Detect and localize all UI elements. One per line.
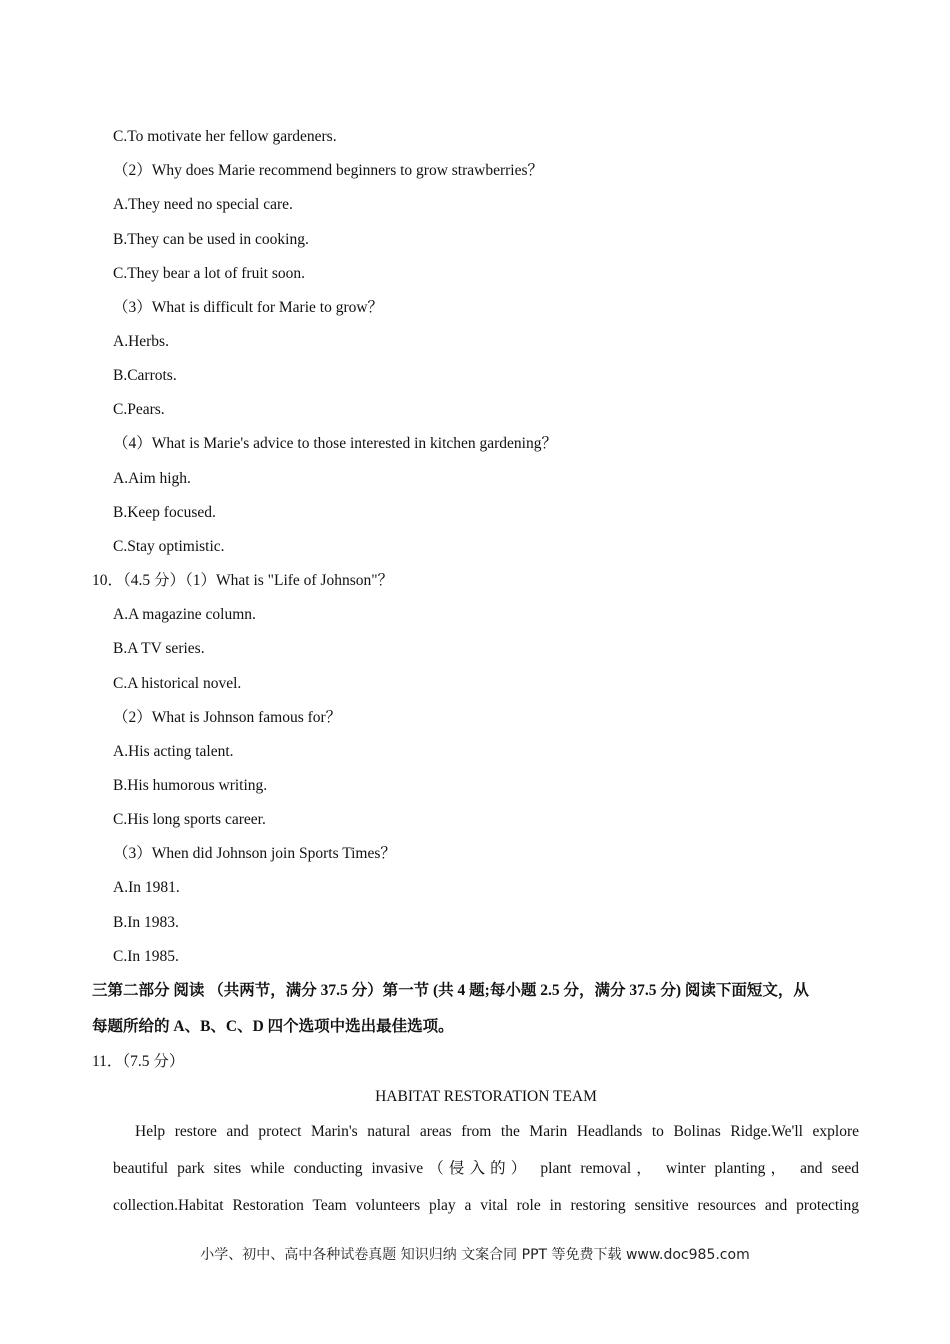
option-b: B.A TV series. xyxy=(113,640,205,657)
option-a: A.They need no special care. xyxy=(113,196,293,213)
passage-title: HABITAT RESTORATION TEAM xyxy=(375,1088,597,1105)
sub-question: （4）What is Marie's advice to those interested in kitchen gardening？ xyxy=(113,435,557,452)
option-c: C.In 1985. xyxy=(113,948,179,965)
option-b: B.They can be used in cooking. xyxy=(113,231,309,248)
option-b: B.His humorous writing. xyxy=(113,777,268,794)
section-heading: 三第二部分 阅读 （共两节，满分 37.5 分）第一节 (共 4 题;每小题 2.5 分，满分 37.5 分) 阅读下面短文，从 xyxy=(92,982,809,999)
option-a: A.Herbs. xyxy=(113,333,169,350)
question-header: 10．（4.5 分）（1）What is "Life of Johnson"？ xyxy=(92,572,394,589)
option-b: B.Keep focused. xyxy=(113,504,216,521)
option-c: C.They bear a lot of fruit soon. xyxy=(113,265,305,282)
passage-line: beautiful park sites while conducting invasive（侵入的） plant removal， winter planting， and seed xyxy=(113,1160,859,1177)
question-header: 11．（7.5 分） xyxy=(92,1053,185,1070)
sub-question: （3）When did Johnson join Sports Times？ xyxy=(113,845,396,862)
section-heading-cont: 每题所给的 A、B、C、D 四个选项中选出最佳选项。 xyxy=(92,1018,454,1035)
sub-question: （3）What is difficult for Marie to grow？ xyxy=(113,299,384,316)
option-c: C.Pears. xyxy=(113,401,165,418)
option-b: B.Carrots. xyxy=(113,367,177,384)
option-b: B.In 1983. xyxy=(113,914,179,931)
sub-question: （2）Why does Marie recommend beginners to grow strawberries？ xyxy=(113,162,544,179)
passage-line: Help restore and protect Marin's natural areas from the Marin Headlands to Bolinas Ridge.We'll explore xyxy=(135,1123,859,1140)
option-a: A.In 1981. xyxy=(113,879,180,896)
option-a: A.A magazine column. xyxy=(113,606,256,623)
sub-question: （2）What is Johnson famous for？ xyxy=(113,709,342,726)
option-c: C.Stay optimistic. xyxy=(113,538,225,555)
option-c: C.His long sports career. xyxy=(113,811,266,828)
passage-line: collection.Habitat Restoration Team volunteers play a vital role in restoring sensitive resources and protecting xyxy=(113,1197,859,1214)
option-c: C.To motivate her fellow gardeners. xyxy=(113,128,337,145)
option-c: C.A historical novel. xyxy=(113,675,242,692)
page-footer: 小学、初中、高中各种试卷真题 知识归纳 文案合同 PPT 等免费下载 www.doc985.com xyxy=(200,1247,750,1263)
option-a: A.Aim high. xyxy=(113,470,191,487)
option-a: A.His acting talent. xyxy=(113,743,234,760)
